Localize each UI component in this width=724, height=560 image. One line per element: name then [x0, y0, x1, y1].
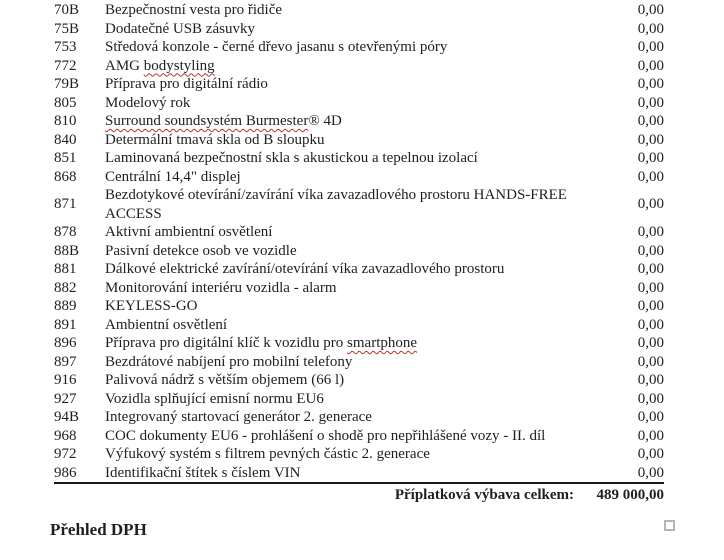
table-row — [54, 445, 664, 464]
option-description: Bezdrátové nabíjení pro mobilní telefony — [105, 353, 353, 370]
option-price: 0,00 — [637, 353, 664, 370]
option-code: 881 — [54, 261, 77, 277]
option-description: Determální tmavá skla od B sloupku — [105, 131, 325, 148]
table-row — [54, 112, 664, 131]
option-description: Monitorování interiéru vozidla - alarm — [105, 279, 337, 296]
table-row — [54, 390, 664, 409]
option-price: 0,00 — [637, 372, 664, 388]
option-code: 986 — [54, 464, 77, 481]
total-row — [54, 486, 664, 505]
option-price: 0,00 — [637, 20, 664, 37]
table-row — [54, 20, 664, 39]
option-price: 0,00 — [637, 464, 664, 481]
option-price: 0,00 — [637, 224, 664, 240]
option-price: 0,00 — [637, 316, 664, 333]
option-code: 868 — [54, 168, 77, 185]
option-description: Identifikační štítek s číslem VIN — [105, 464, 301, 481]
option-code: 75B — [54, 20, 80, 37]
option-code: 840 — [54, 131, 77, 148]
option-code: 889 — [54, 298, 77, 314]
table-row — [54, 168, 664, 187]
option-description: Laminovaná bezpečnostní skla s akustickou a tepelnou izolací — [105, 150, 478, 166]
table-row — [54, 94, 664, 113]
table-row — [54, 427, 664, 446]
option-description: Surround soundsystém Burmester® 4D — [105, 113, 342, 129]
option-price: 0,00 — [637, 39, 664, 55]
option-description: Dálkové elektrické zavírání/otevírání víka zavazadlového prostoru — [105, 261, 505, 277]
table-row — [54, 75, 664, 94]
option-code: 972 — [54, 446, 77, 462]
option-description: Integrovaný startovací generátor 2. generace — [105, 409, 372, 425]
option-description: Bezpečnostní vesta pro řidiče — [105, 2, 283, 18]
option-description: KEYLESS-GO — [105, 298, 198, 314]
option-description: Centrální 14,4" displej — [105, 168, 241, 185]
option-code: 851 — [54, 150, 77, 166]
table-row — [54, 57, 664, 76]
table-row — [54, 149, 664, 168]
total-label: Příplatková výbava celkem: — [394, 487, 574, 503]
option-code: 772 — [54, 57, 77, 74]
table-row — [54, 242, 664, 261]
option-price: 0,00 — [637, 409, 664, 425]
option-description: Palivová nádrž s větším objemem (66 l) — [105, 372, 345, 388]
option-description: Aktivní ambientní osvětlení — [105, 224, 273, 240]
table-row — [54, 1, 664, 20]
option-price: 0,00 — [637, 196, 664, 213]
table-row — [54, 371, 664, 390]
option-price: 0,00 — [637, 446, 664, 462]
option-description: Dodatečné USB zásuvky — [105, 20, 255, 37]
option-price: 0,00 — [637, 279, 664, 296]
spellcheck-underline: bodystyling — [143, 57, 215, 74]
option-description: Bezdotykové otevírání/zavírání víka zavazadlového prostoru HANDS-FREE ACCESS — [105, 187, 567, 222]
option-price: 0,00 — [637, 131, 664, 148]
table-row — [54, 353, 664, 372]
option-code: 916 — [54, 372, 77, 388]
option-code: 810 — [54, 113, 77, 129]
table-row — [54, 464, 664, 483]
option-code: 805 — [54, 94, 77, 111]
option-price: 0,00 — [637, 335, 664, 351]
option-code: 878 — [54, 224, 77, 240]
option-price: 0,00 — [637, 76, 664, 92]
option-code: 753 — [54, 39, 77, 55]
option-description: Středová konzole - černé dřevo jasanu s otevřenými póry — [105, 39, 448, 55]
option-description: Pasivní detekce osob ve vozidle — [105, 242, 297, 259]
option-price: 0,00 — [637, 298, 664, 314]
option-price: 0,00 — [637, 2, 664, 18]
table-row — [54, 38, 664, 57]
option-description: Modelový rok — [105, 94, 191, 111]
table-row — [54, 186, 664, 223]
option-code: 94B — [54, 409, 80, 425]
option-description: Příprava pro digitální rádio — [105, 76, 268, 92]
option-description: Ambientní osvětlení — [105, 316, 228, 333]
table-row — [54, 408, 664, 427]
option-description: Výfukový systém s filtrem pevných částic 2. generace — [105, 446, 430, 462]
option-description: Příprava pro digitální klíč k vozidlu pro smartphone — [105, 335, 418, 351]
option-price: 0,00 — [637, 168, 664, 185]
object-anchor-box[interactable] — [664, 520, 675, 531]
option-code: 968 — [54, 427, 77, 444]
table-row — [54, 297, 664, 316]
table-row — [54, 223, 664, 242]
option-code: 70B — [54, 2, 80, 18]
option-price: 0,00 — [637, 113, 664, 129]
table-row — [54, 260, 664, 279]
option-price: 0,00 — [637, 390, 664, 407]
option-price: 0,00 — [637, 57, 664, 74]
total-value: 489 000,00 — [596, 487, 664, 503]
option-description: Vozidla splňující emisní normu EU6 — [105, 390, 324, 407]
spellcheck-underline: Surround soundsystém Burmester — [105, 113, 309, 129]
spellcheck-underline: smartphone — [347, 335, 418, 351]
option-code: 88B — [54, 242, 80, 259]
option-code: 79B — [54, 76, 80, 92]
option-code: 927 — [54, 390, 77, 407]
section-heading-prehled-dph: Přehled DPH — [50, 519, 147, 539]
option-price: 0,00 — [637, 427, 664, 444]
option-price: 0,00 — [637, 242, 664, 259]
table-row — [54, 131, 664, 150]
options-table — [54, 1, 664, 484]
option-price: 0,00 — [637, 261, 664, 277]
table-row — [54, 316, 664, 335]
option-description: COC dokumenty EU6 - prohlášení o shodě pro nepřihlášené vozy - II. díl — [105, 427, 546, 444]
option-code: 882 — [54, 279, 77, 296]
option-price: 0,00 — [637, 94, 664, 111]
option-code: 896 — [54, 335, 77, 351]
table-row — [54, 279, 664, 298]
option-code: 891 — [54, 316, 77, 333]
option-code: 871 — [54, 196, 77, 213]
option-description: AMG bodystyling — [105, 57, 215, 74]
option-code: 897 — [54, 353, 77, 370]
option-price: 0,00 — [637, 150, 664, 166]
table-row — [54, 334, 664, 353]
